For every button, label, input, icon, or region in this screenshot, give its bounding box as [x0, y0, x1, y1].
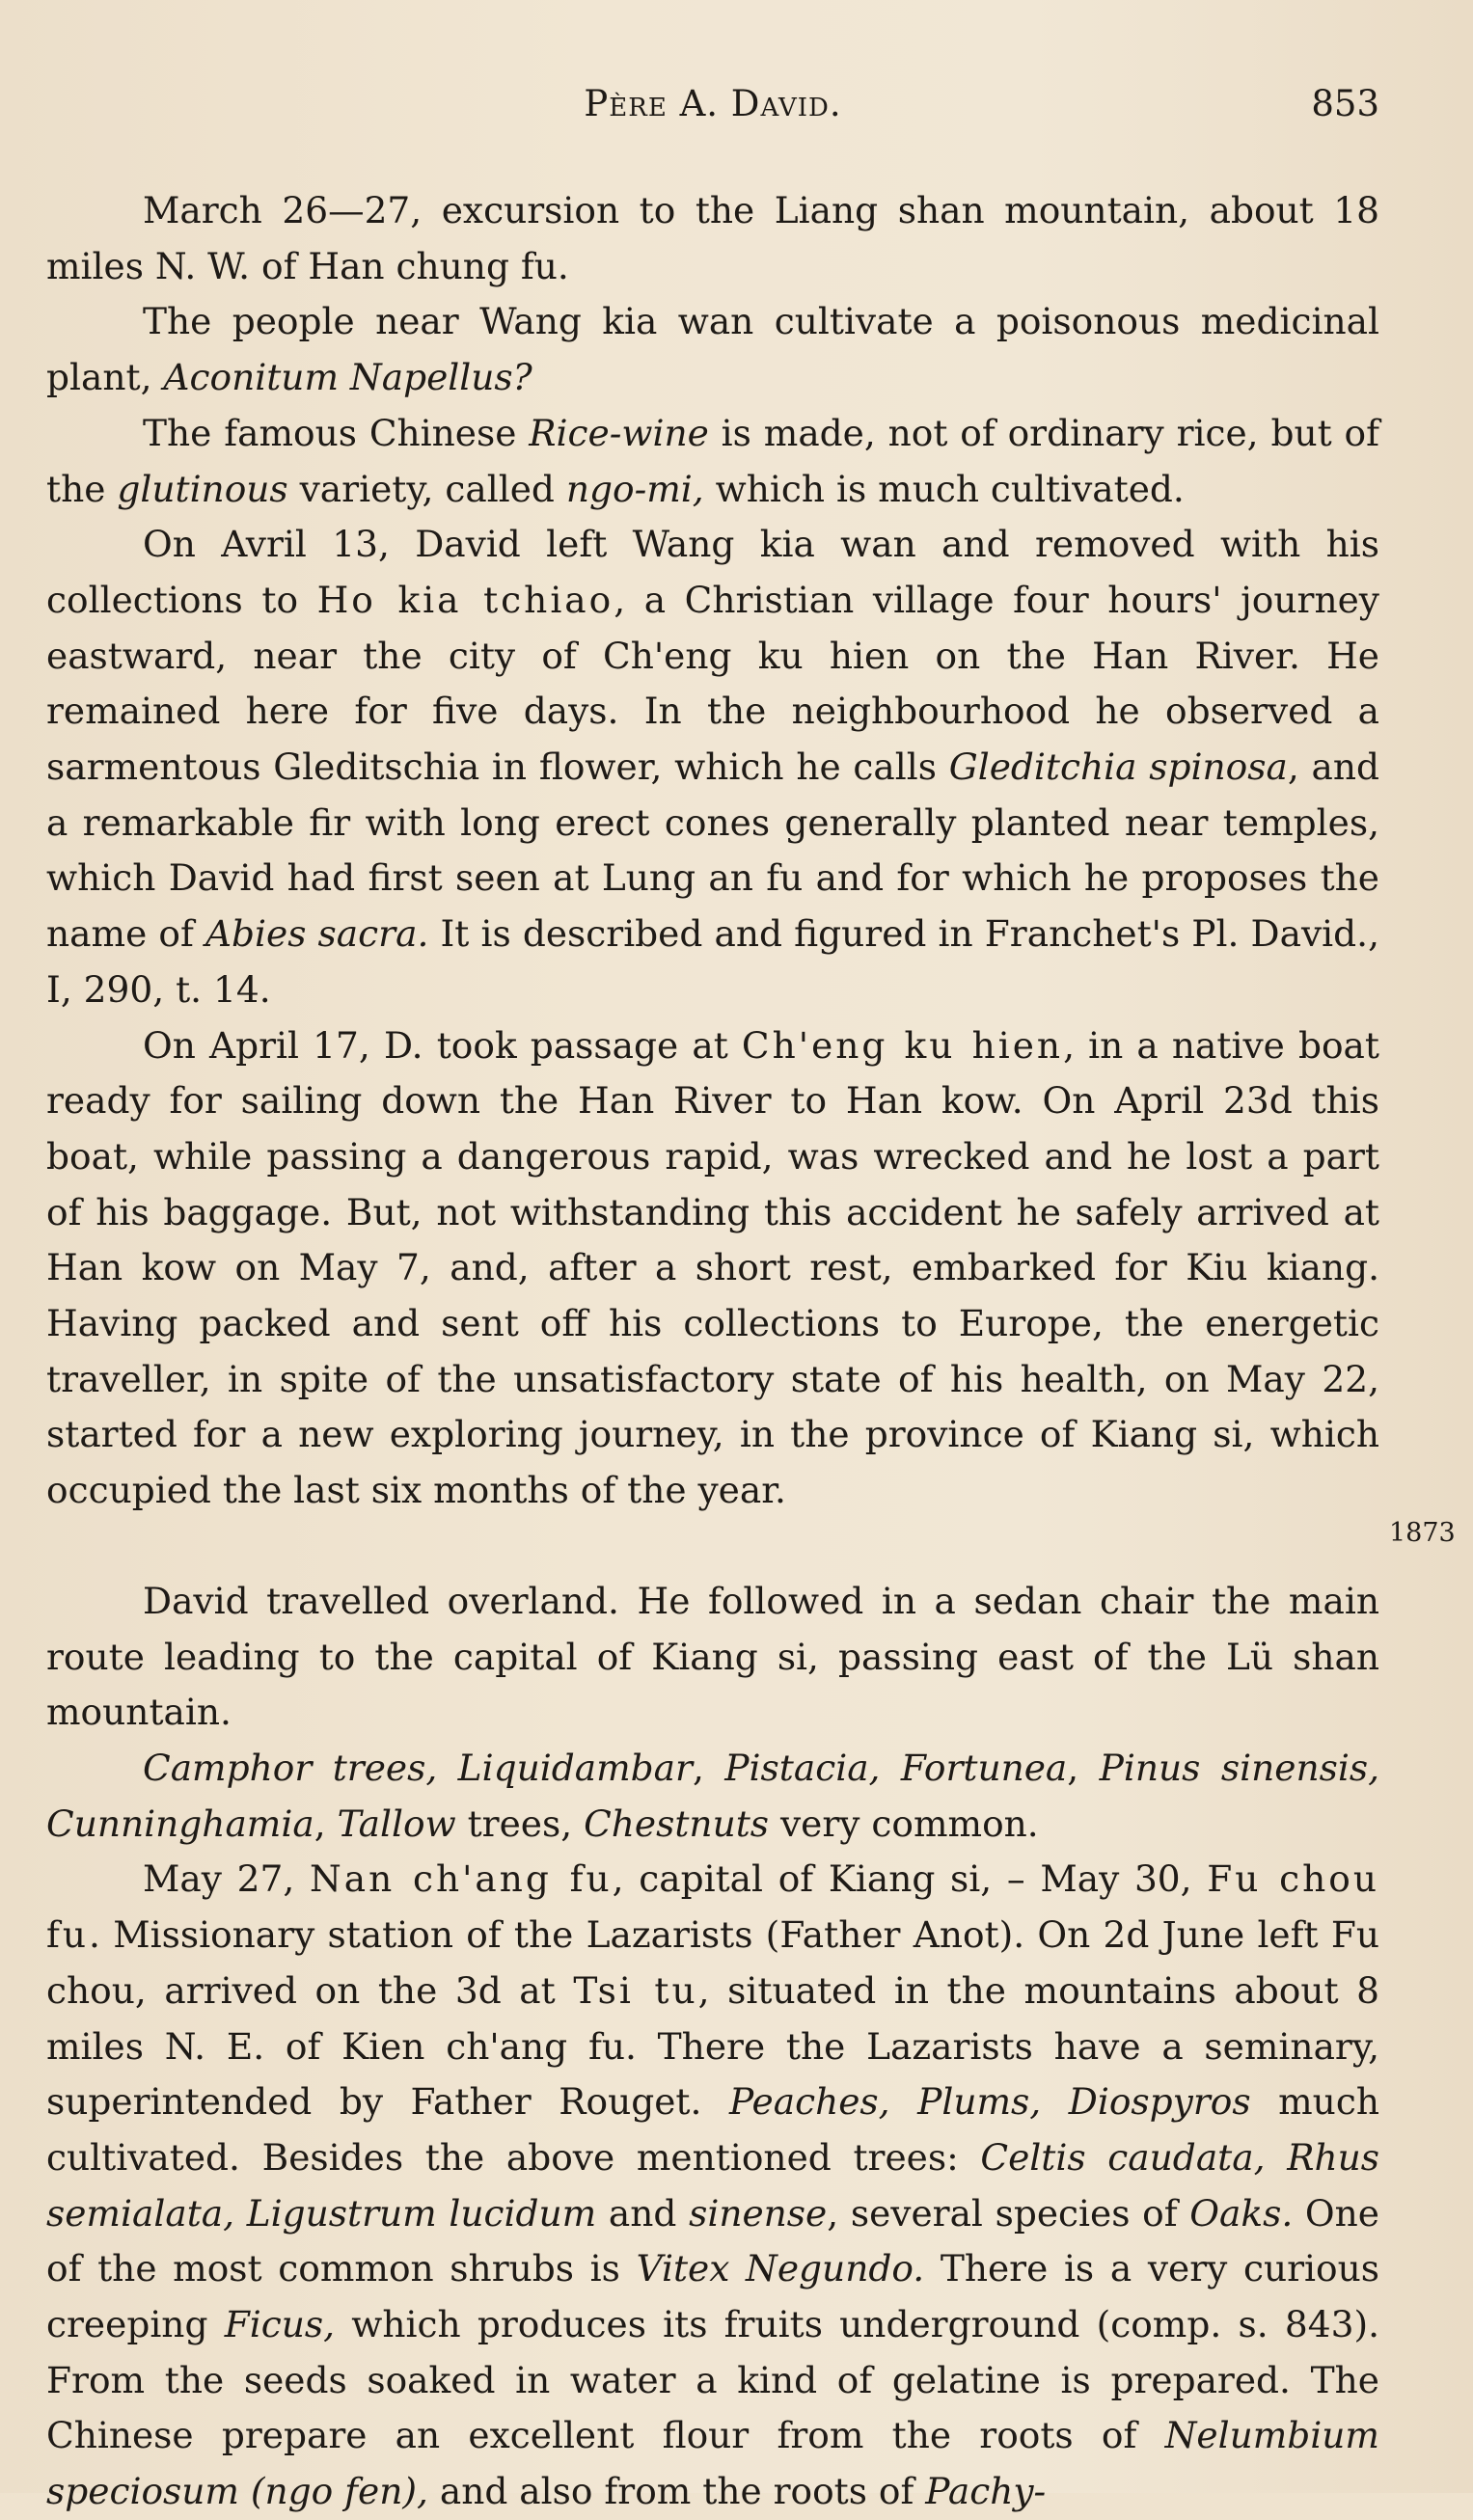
- italic-text: Aconitum Napellus?: [163, 356, 532, 399]
- italic-text: Celtis caudata, Rhus semialata, Ligustrum lucidum: [46, 2135, 1379, 2235]
- text-run: which is much cultivated.: [703, 467, 1185, 510]
- italic-text: Chestnuts: [584, 1802, 770, 1845]
- italic-text: glutinous: [117, 467, 288, 510]
- text-run: On Avril 13, David left Wang kia wan and removed with his collections to: [46, 523, 1379, 621]
- text-run: , several species of: [827, 2191, 1190, 2235]
- text-run: One of the most common shrubs is: [46, 2191, 1379, 2290]
- italic-text: Gleditchia spinosa: [948, 745, 1288, 789]
- italic-text: sinense: [689, 2191, 828, 2235]
- spaced-place-name: Tsi tu: [573, 1968, 698, 2012]
- text-run: very common.: [769, 1802, 1039, 1845]
- page-number: 853: [1311, 83, 1379, 124]
- italic-text: Ficus,: [224, 2303, 336, 2346]
- italic-text: Oaks.: [1189, 2191, 1294, 2235]
- spaced-place-name: Ch'eng ku hien: [741, 1023, 1064, 1067]
- text-run: and also from the roots of: [427, 2470, 926, 2513]
- paragraph: [46, 1852, 1379, 2519]
- body-text: [46, 183, 1379, 2520]
- italic-text: Tallow: [337, 1802, 456, 1845]
- text-run: ,: [314, 1802, 338, 1845]
- paragraph: [46, 183, 1379, 294]
- spaced-place-name: Ho kia tchiao: [316, 578, 614, 621]
- text-run: much cultivated. Besides the above mentioned trees:: [46, 2080, 1379, 2179]
- text-run: On April 17, D. took passage at: [143, 1023, 742, 1067]
- italic-text: Vitex Negundo.: [636, 2247, 925, 2290]
- text-run: trees,: [455, 1802, 585, 1845]
- text-run: , and a remarkable fir with long erect cones generally planted near temples, which David had first seen at Lung an fu and for which he proposes the name of: [46, 745, 1379, 956]
- text-run: is made, not of ordinary rice, but of the: [46, 411, 1379, 510]
- text-run: There is a very curious creeping: [46, 2247, 1379, 2346]
- running-head: Père A. David.: [584, 83, 842, 124]
- paragraph: [46, 294, 1379, 405]
- text-run: . Missionary station of the Lazarists (Father Anot). On 2d June left Fu chou, arrived on the 3d at: [46, 1913, 1379, 2012]
- italic-text: Nelumbium speciosum (ngo fen),: [46, 2414, 1379, 2513]
- italic-text: Pinus sinensis, Cunninghamia: [46, 1746, 1379, 1845]
- paragraph: [46, 406, 1379, 517]
- italic-text: Pachy-: [925, 2470, 1047, 2513]
- text-run: It is described and figured in Franchet's Pl. David., I, 290, t. 14.: [46, 912, 1379, 1011]
- text-run: ,: [1067, 1746, 1100, 1789]
- italic-text: Camphor trees, Liquidambar: [143, 1746, 693, 1789]
- margin-year-note: 1873: [1389, 1518, 1456, 1548]
- text-run: which produces its fruits underground (comp. s. 843). From the seeds soaked in water a kind of gelatine is prepared. The Chinese prepare an excellent flour from the roots of: [46, 2303, 1379, 2457]
- italic-text: Abies sacra.: [205, 912, 429, 956]
- spaced-place-name: Nan ch'ang fu: [309, 1857, 613, 1901]
- text-run: , situated in the mountains about 8 miles N. E. of Kien ch'ang fu. There the Lazarists have a seminary, superintended by Father Rouget.: [46, 1968, 1379, 2124]
- italic-text: Rice-wine: [529, 411, 709, 454]
- text-run: ,: [692, 1746, 725, 1789]
- text-run: May 27,: [143, 1857, 310, 1901]
- text-run: The famous Chinese: [143, 411, 530, 454]
- paragraph: [46, 1018, 1379, 1519]
- text-run: The people near Wang kia wan cultivate a poisonous medicinal plant,: [46, 300, 1379, 399]
- text-run: March 26—27, excursion to the Liang shan mountain, about 18 miles N. W. of Han chung fu.: [46, 189, 1379, 287]
- paragraph: [46, 1741, 1379, 1852]
- italic-text: ngo-mi,: [565, 467, 704, 510]
- italic-text: Pistacia, Fortunea: [724, 1746, 1068, 1789]
- text-run: , in a native boat ready for sailing down the Han River to Han kow. On April 23d this boat, while passing a dangerous rapid, was wrecked and he lost a part of his baggage. But, not withstanding this accident he safely arrived at Han kow on May 7, and, after a short rest, embarked for Kiu kiang. Having packed and sent off his collections to Europe, the energetic traveller, in spite of the unsatisfactory state of his health, on May 22, started for a new exploring journey, in the province of Kiang si, which occupied the last six months of the year.: [46, 1023, 1379, 1512]
- spaced-place-name: Fu chou fu: [46, 1857, 1380, 1957]
- text-run: , capital of Kiang si, – May 30,: [612, 1857, 1208, 1901]
- paragraph: [46, 1574, 1379, 1741]
- text-run: David travelled overland. He followed in a sedan chair the main route leading to the capital of Kiang si, passing east of the Lü shan mountain.: [46, 1579, 1379, 1734]
- italic-text: Peaches, Plums, Diospyros: [728, 2080, 1251, 2124]
- text-run: , a Christian village four hours' journey eastward, near the city of Ch'eng ku hien on the Han River. He remained here for five days. In the neighbourhood he observed a sarmentous Gleditschia in flower, which he calls: [46, 578, 1379, 789]
- page-header: [46, 83, 1379, 141]
- text-run: variety, called: [287, 467, 566, 510]
- paragraph: [46, 517, 1379, 1017]
- text-run: and: [596, 2191, 690, 2235]
